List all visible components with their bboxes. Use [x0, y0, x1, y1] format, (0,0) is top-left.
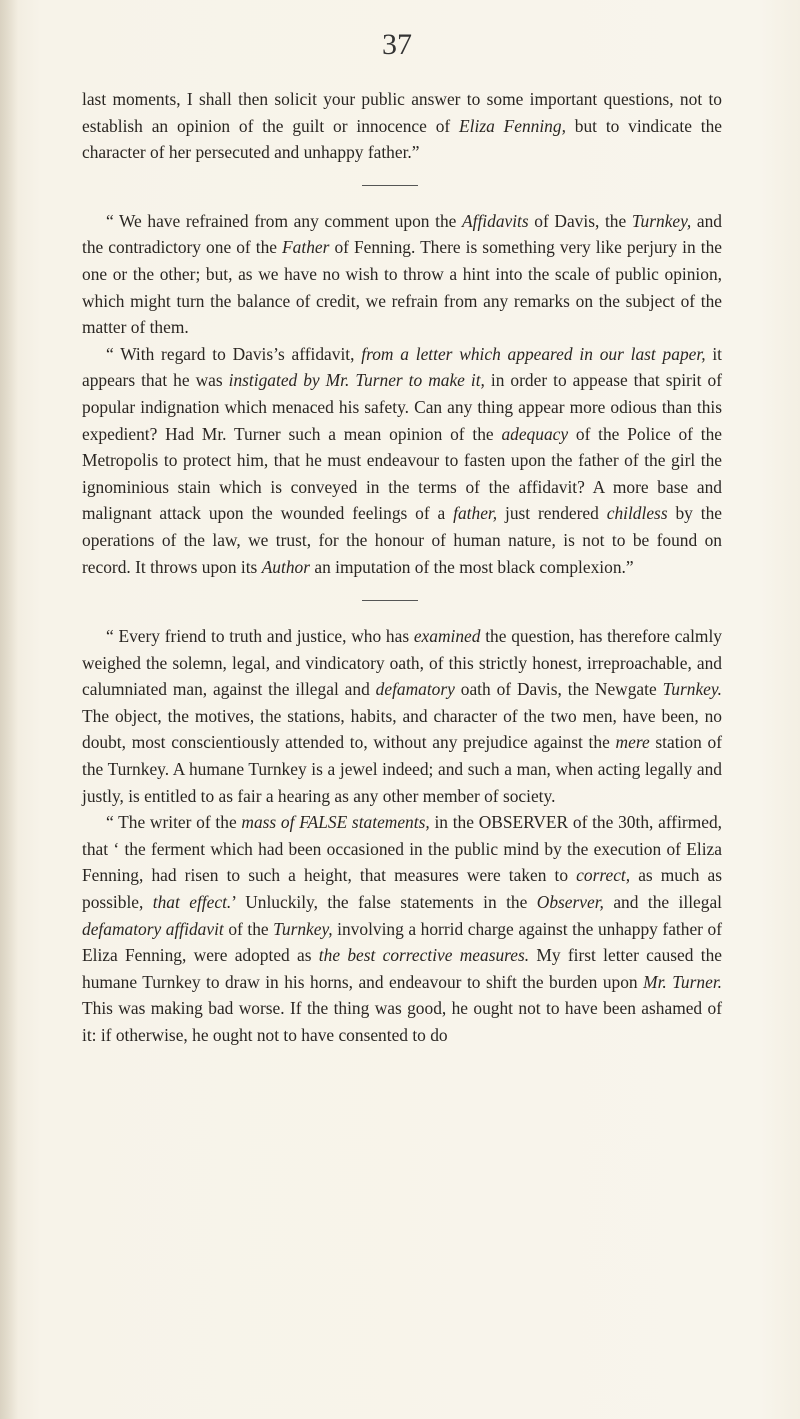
italic-text-run: Observer, [536, 892, 604, 913]
italic-text-run: adequacy [501, 423, 569, 444]
text-run: of the [223, 918, 274, 939]
text-run: “ With regard to Davis’s affidavit, [106, 343, 362, 364]
paragraph [82, 623, 722, 809]
text-run: involving a horrid charge against the unhappy father of Eliza Fenning, were adopted as [82, 918, 722, 966]
text-run: “ Every friend to truth and justice, who has [106, 626, 414, 647]
italic-text-run: defamatory [375, 679, 455, 700]
paragraph [82, 86, 722, 166]
text-run: “ We have refrained from any comment upon the [106, 210, 462, 231]
text-run: but to vindicate the character of her persecuted and unhappy father.” [82, 115, 723, 163]
italic-text-run: correct, [576, 865, 631, 886]
italic-text-run: Affidavits [462, 210, 529, 231]
text-run: in the OBSERVER of the 30th, affirmed, that ‘ the ferment which had been occasioned in the public mind by the execution of Eliza Fenning, had risen to such a height, that measures were taken to [82, 812, 722, 886]
paragraph [82, 809, 722, 1048]
italic-text-run: defamatory affidavit [82, 918, 224, 939]
italic-text-run: Mr. Turner. [643, 971, 723, 992]
page-number: 37 [382, 28, 412, 61]
italic-text-run: father, [453, 503, 498, 524]
italic-text-run: Turnkey. [662, 679, 722, 700]
italic-text-run: that effect. [152, 892, 232, 913]
text-run: The object, the motives, the stations, habits, and character of the two men, have been, no doubt, most conscientiously attended to, without any prejudice against the [82, 705, 722, 753]
italic-text-run: Author [261, 556, 310, 577]
text-run: by the operations of the law, we trust, for the honour of human nature, is not to be found on record. It throws upon its [82, 503, 722, 577]
text-run: it appears that he was [82, 343, 723, 391]
italic-text-run: mere [615, 732, 650, 753]
body-text [82, 86, 722, 1049]
text-run: and the contradictory one of the [82, 210, 722, 258]
italic-text-run: Turnkey, [631, 210, 692, 231]
text-run: in order to appease that spirit of popular indignation which menaced his safety. Can any thing appear more odious than this expedient? Had Mr. Turner such a mean opinion of the [82, 370, 722, 444]
section-separator [362, 600, 418, 601]
italic-text-run: mass of FALSE statements, [241, 812, 430, 833]
section-separator [362, 185, 418, 186]
text-run: of the Police of the Metropolis to protect him, that he must endeavour to fasten upon the father of the girl the ignominious stain which is conveyed in the terms of the affidavit? A more base and malignant attack upon the wounded feelings of a [82, 423, 722, 524]
text-run: “ The writer of the [106, 812, 242, 833]
text-run: oath of Davis, the Newgate [454, 679, 663, 700]
text-run: of Fenning. There is something very like perjury in the one or the other; but, as we have no wish to throw a hint into the scale of public opinion, which might turn the balance of credit, we refrain from any remarks on the subject of the matter of them. [82, 237, 722, 338]
text-run: This was making bad worse. If the thing was good, he ought not to have been ashamed of it: if otherwise, he ought not to have consented to do [82, 998, 722, 1045]
text-run: the question, has therefore calmly weighed the solemn, legal, and vindicatory oath, of this strictly honest, irreproachable, and calumniated man, against the illegal and [82, 626, 722, 700]
text-run: an imputation of the most black complexion.” [310, 556, 634, 577]
text-run: just rendered [497, 503, 607, 524]
text-run: last moments, I shall then solicit your public answer to some important questions, not to establish an opinion of the guilt or innocence of [82, 89, 722, 136]
italic-text-run: childless [606, 503, 668, 524]
text-run: as much as possible, [82, 865, 723, 913]
italic-text-run: examined [413, 626, 481, 647]
italic-text-run: Turnkey, [273, 918, 333, 939]
text-run: of Davis, the [528, 210, 632, 231]
italic-text-run: the best corrective measures. [318, 945, 530, 966]
text-run: My first letter caused the humane Turnkey to draw in his horns, and endeavour to shift the burden upon [82, 945, 722, 992]
italic-text-run: Eliza Fenning, [459, 115, 566, 136]
italic-text-run: from a letter which appeared in our last paper, [361, 343, 706, 364]
italic-text-run: instigated by Mr. Turner to make it, [228, 370, 485, 391]
italic-text-run: Father [282, 237, 330, 258]
page-binding-shadow [0, 0, 18, 1419]
text-run: ’ Unluckily, the false statements in the [231, 892, 537, 913]
text-run: station of the Turnkey. A humane Turnkey is a jewel indeed; and such a man, when acting legally and justly, is entitled to as fair a hearing as any other member of society. [82, 732, 722, 806]
paragraph [82, 341, 722, 580]
paragraph [82, 208, 722, 341]
text-run: and the illegal [603, 892, 722, 913]
